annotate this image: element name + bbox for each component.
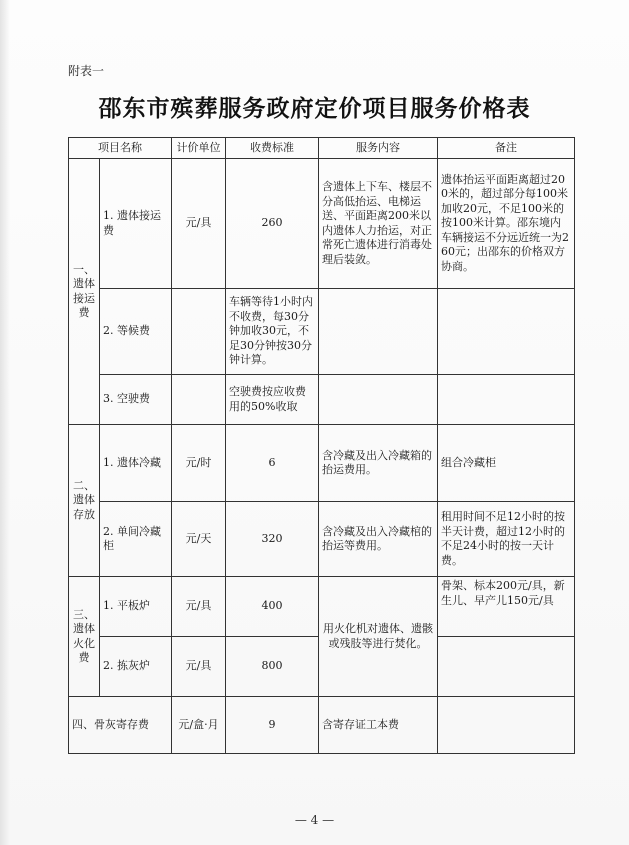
table-row	[69, 375, 575, 425]
item-cold-storage: 1. 遗体冷藏	[100, 425, 172, 502]
page-edge-shadow	[0, 0, 10, 845]
item-body-transport: 1. 遗体接运费	[100, 159, 172, 289]
table-header-row	[69, 138, 575, 159]
unit-single-cabinet: 元/天	[172, 502, 226, 577]
header-price: 收费标准	[226, 138, 319, 159]
service-ash-storage: 含寄存证工本费	[319, 697, 438, 754]
note-body-transport: 遗体抬运平面距离超过200米的，超过部分每100米加收20元，不足100米的按100米计算。邵东境内车辆接运不分远近统一为260元；出邵东的价格双方协商。	[438, 159, 575, 289]
note-waiting-fee	[438, 289, 575, 375]
note-empty-run	[438, 375, 575, 425]
note-single-cabinet: 租用时间不足12小时的按半天计费，超过12小时的不足24小时的按一天计费。	[438, 502, 575, 577]
price-waiting-fee: 车辆等待1小时内不收费，每30分钟加收30元，不足30分钟按30分钟计算。	[226, 289, 319, 375]
price-ash-pick-furnace: 800	[226, 637, 319, 697]
item-single-cabinet: 2. 单间冷藏柜	[100, 502, 172, 577]
service-waiting-fee	[319, 289, 438, 375]
header-note: 备注	[438, 138, 575, 159]
unit-body-transport: 元/具	[172, 159, 226, 289]
price-empty-run: 空驶费按应收费用的50%收取	[226, 375, 319, 425]
service-cold-storage: 含冷藏及出入冷藏箱的抬运费用。	[319, 425, 438, 502]
note-ash-pick-furnace	[438, 637, 575, 697]
item-flat-furnace: 1. 平板炉	[100, 577, 172, 637]
header-item-name: 项目名称	[69, 138, 172, 159]
service-empty-run	[319, 375, 438, 425]
table-row	[69, 697, 575, 754]
note-ash-storage	[438, 697, 575, 754]
item-empty-run: 3. 空驶费	[100, 375, 172, 425]
document-title: 邵东市殡葬服务政府定价项目服务价格表	[98, 95, 531, 122]
table-row	[69, 425, 575, 502]
unit-ash-pick-furnace: 元/具	[172, 637, 226, 697]
table-row	[69, 159, 575, 289]
price-table	[68, 137, 575, 754]
unit-flat-furnace: 元/具	[172, 577, 226, 637]
note-cold-storage: 组合冷藏柜	[438, 425, 575, 502]
header-unit: 计价单位	[172, 138, 226, 159]
category-storage: 二、遗体存放	[69, 425, 100, 577]
note-flat-furnace: 骨架、标本200元/具，新生儿、早产儿150元/具	[438, 577, 575, 637]
table-row	[69, 577, 575, 637]
page-number: — 4 —	[294, 813, 335, 827]
price-single-cabinet: 320	[226, 502, 319, 577]
unit-cold-storage: 元/时	[172, 425, 226, 502]
item-waiting-fee: 2. 等候费	[100, 289, 172, 375]
table-row	[69, 502, 575, 577]
category-transport: 一、遗体接运费	[69, 159, 100, 425]
header-service: 服务内容	[319, 138, 438, 159]
service-single-cabinet: 含冷藏及出入冷藏棺的抬运等费用。	[319, 502, 438, 577]
price-body-transport: 260	[226, 159, 319, 289]
category-cremation: 三、遗体火化费	[69, 577, 100, 697]
price-ash-storage: 9	[226, 697, 319, 754]
unit-empty-run	[172, 375, 226, 425]
service-cremation: 用火化机对遗体、遗骸或残肢等进行焚化。	[319, 577, 438, 697]
service-body-transport: 含遗体上下车、楼层不分高低抬运、电梯运送、平面距离200米以内遗体人力抬运，对正常死亡遗体进行消毒处理后装敛。	[319, 159, 438, 289]
category-ash-storage: 四、骨灰寄存费	[69, 697, 172, 754]
table-row	[69, 289, 575, 375]
unit-ash-storage: 元/盒·月	[172, 697, 226, 754]
item-ash-pick-furnace: 2. 拣灰炉	[100, 637, 172, 697]
price-cold-storage: 6	[226, 425, 319, 502]
price-flat-furnace: 400	[226, 577, 319, 637]
unit-waiting-fee	[172, 289, 226, 375]
annex-label: 附表一	[68, 64, 105, 78]
